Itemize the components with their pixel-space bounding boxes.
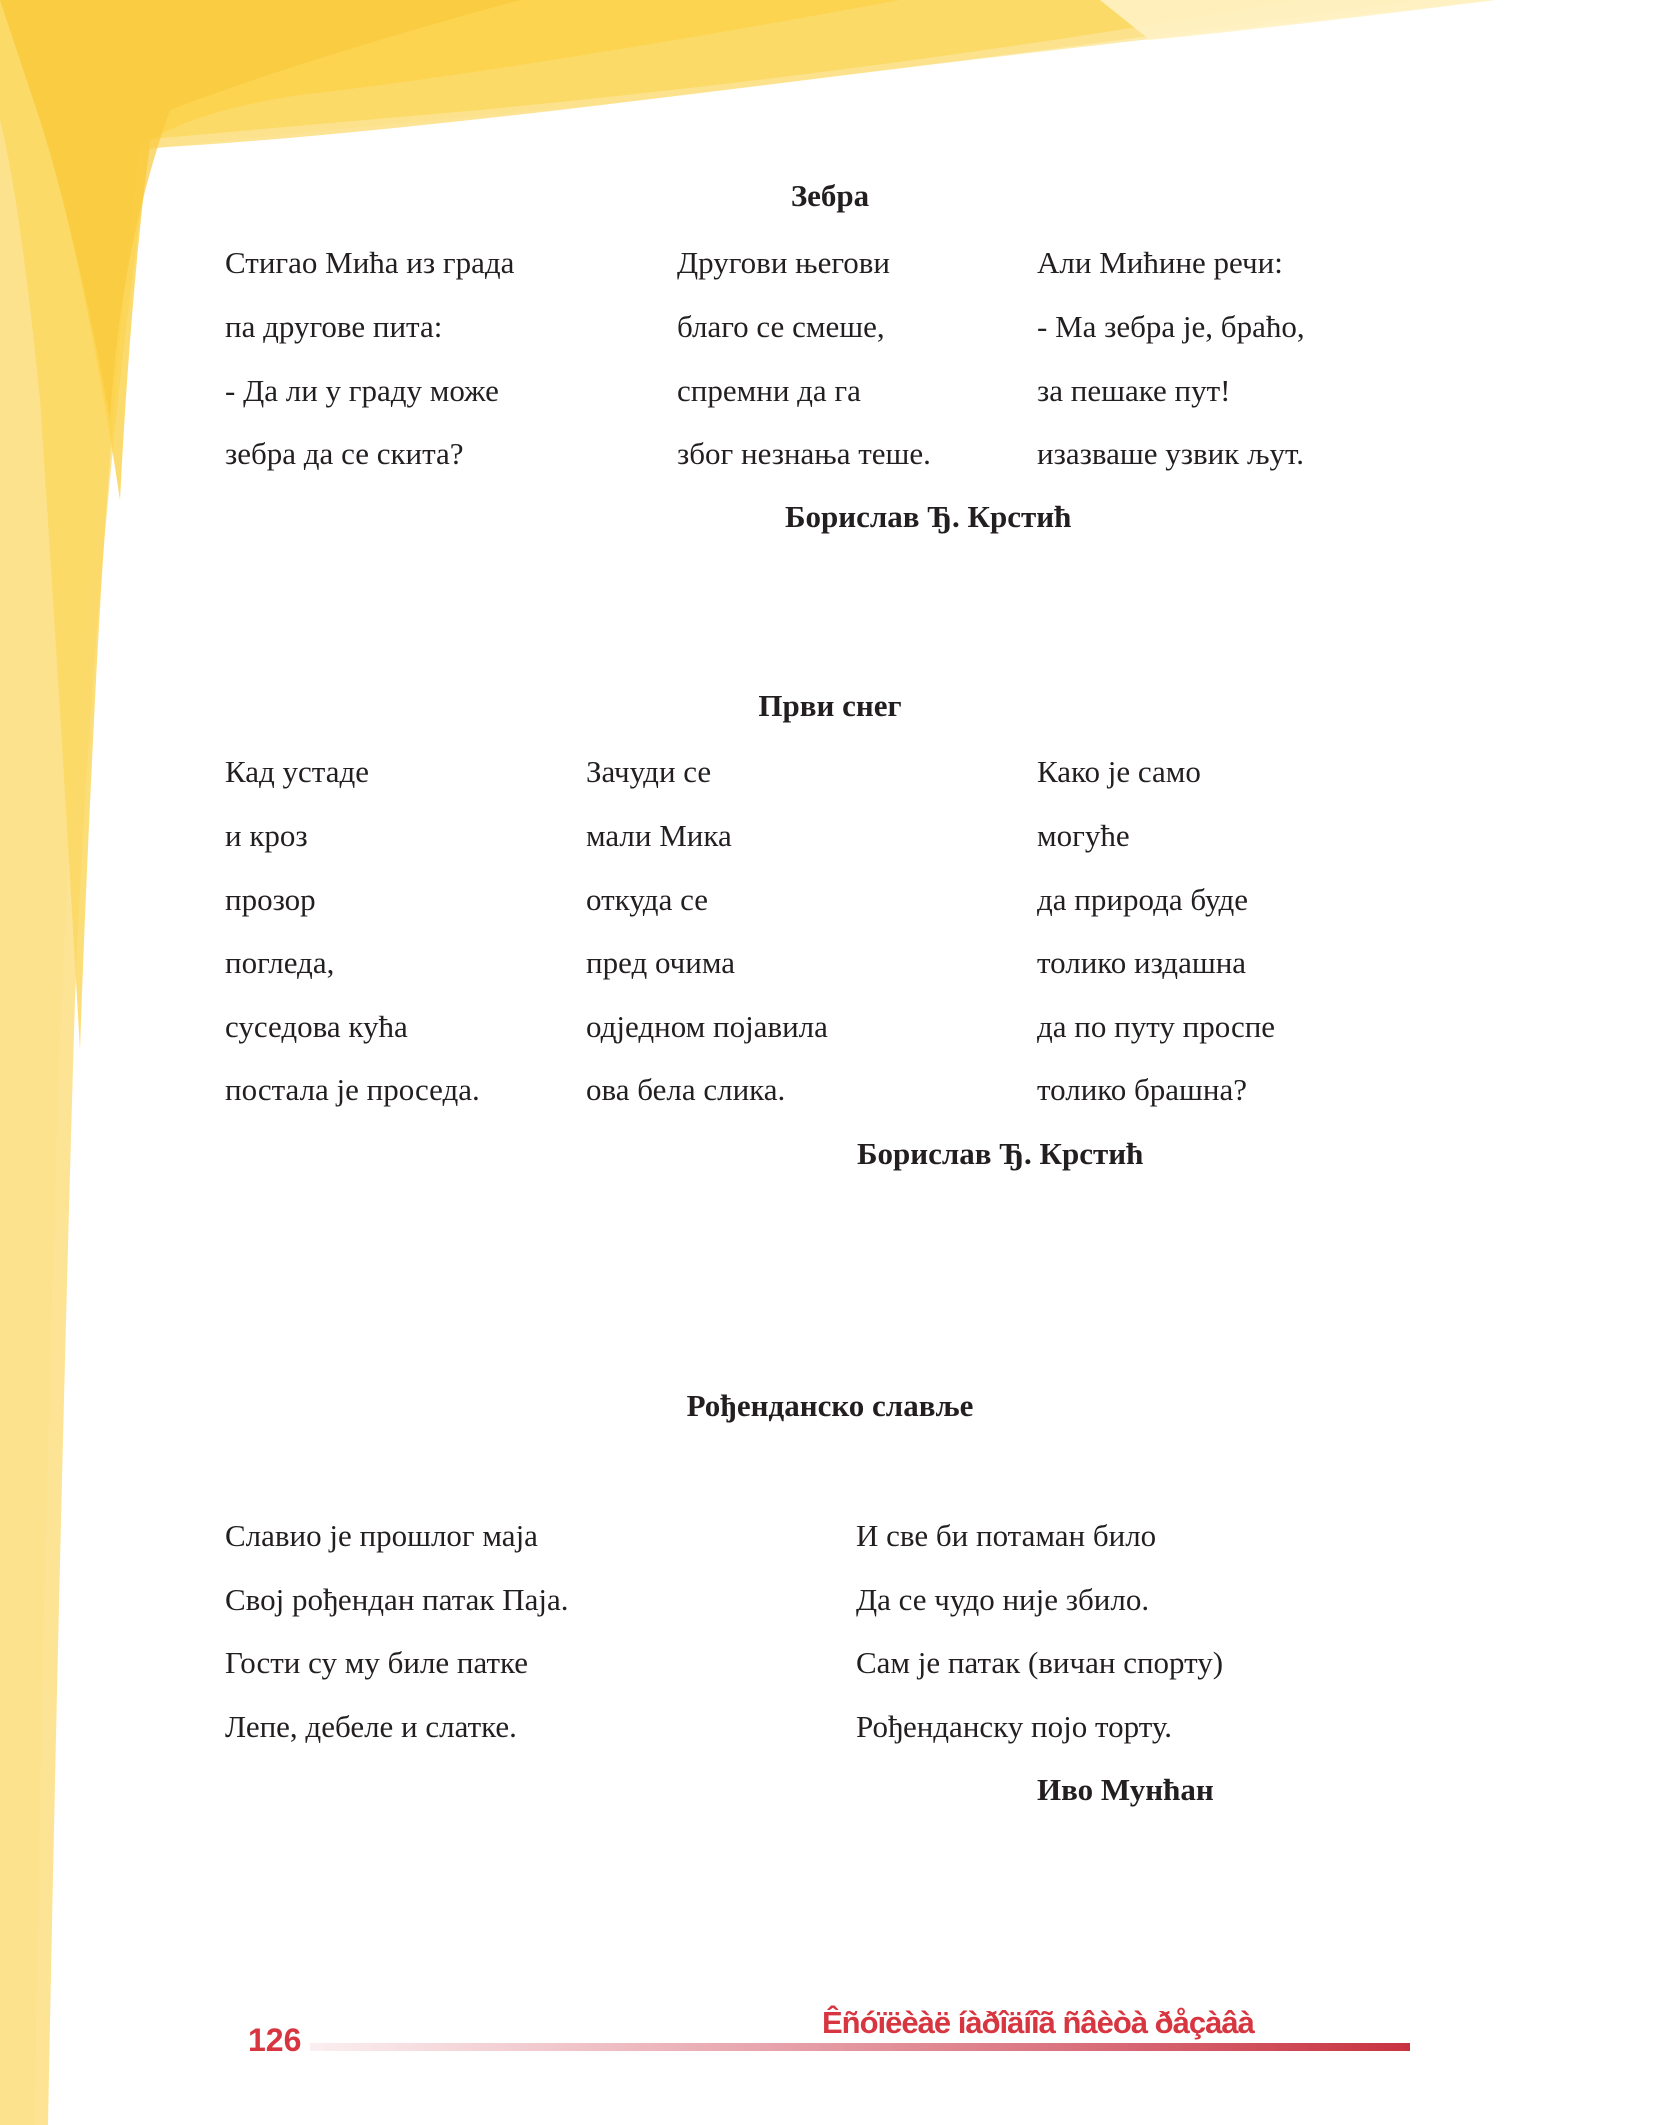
poem-line: толико издашна xyxy=(1037,945,1247,980)
poem-line: И све би потаман било xyxy=(856,1518,1157,1553)
poem-line: изазваше узвик љут. xyxy=(1037,436,1304,471)
poem-line: Другови његови xyxy=(677,245,891,280)
poem-title-zebra: Зебра xyxy=(790,178,870,213)
poem-line: Да се чудо није збило. xyxy=(856,1582,1150,1617)
poem-line: Сам је патак (вичан спорту) xyxy=(856,1645,1224,1680)
poem-line: за пешаке пут! xyxy=(1037,373,1231,408)
poem-line: Али Мићине речи: xyxy=(1037,245,1283,280)
poem-line: Славио је прошлог маја xyxy=(225,1518,538,1553)
poem-line: због незнања теше. xyxy=(677,436,931,471)
poem-line: Како је само xyxy=(1037,754,1201,789)
poem-title-first-snow: Први снег xyxy=(758,688,902,723)
poem-line: могуће xyxy=(1037,818,1130,853)
poem-line: и кроз xyxy=(225,818,308,853)
page-number: 126 xyxy=(248,2022,302,2058)
poem-line: спремни да га xyxy=(677,373,861,408)
poem-line: погледа, xyxy=(225,945,335,980)
poem-line: зебра да се скита? xyxy=(225,436,464,471)
poem-line: суседова кућа xyxy=(225,1009,408,1044)
poem-line: Рођенданску појо торту. xyxy=(856,1709,1173,1744)
footer-book-title: Êñóïëèàë íàðîäíîã ñâèòà ðåçàâà xyxy=(822,2005,1254,2040)
poem-line: толико брашна? xyxy=(1037,1072,1248,1107)
poem-line: да по путу проспе xyxy=(1037,1009,1276,1044)
poem-line: - Да ли у граду може xyxy=(225,373,499,408)
poem-author: Борислав Ђ. Крстић xyxy=(785,499,1072,534)
poem-line: Кад устаде xyxy=(225,754,370,789)
poem-line: па другове пита: xyxy=(225,309,443,344)
poem-line: Стигао Мића из града xyxy=(225,245,515,280)
poem-line: ова бела слика. xyxy=(586,1072,786,1107)
poem-author: Борислав Ђ. Крстић xyxy=(857,1136,1144,1171)
poem-line: Свој рођендан патак Паја. xyxy=(225,1582,569,1617)
poem-line: благо се смеше, xyxy=(677,309,885,344)
poem-line: откуда се xyxy=(586,882,708,917)
poem-line: - Ма зебра је, браћо, xyxy=(1037,309,1305,344)
poem-line: да природа буде xyxy=(1037,882,1249,917)
poem-line: постала је проседа. xyxy=(225,1072,480,1107)
poem-line: пред очима xyxy=(586,945,736,980)
poem-line: одједном појавила xyxy=(586,1009,828,1044)
footer-divider xyxy=(310,2043,1410,2051)
poem-line: Зачуди се xyxy=(586,754,712,789)
poem-author: Иво Мунћан xyxy=(1037,1772,1214,1807)
poem-line: Лепе, дебеле и слатке. xyxy=(225,1709,517,1744)
poem-title-birthday: Рођенданско славље xyxy=(686,1388,974,1423)
poem-line: мали Мика xyxy=(586,818,732,853)
poem-line: прозор xyxy=(225,882,316,917)
poem-line: Гости су му биле патке xyxy=(225,1645,529,1680)
